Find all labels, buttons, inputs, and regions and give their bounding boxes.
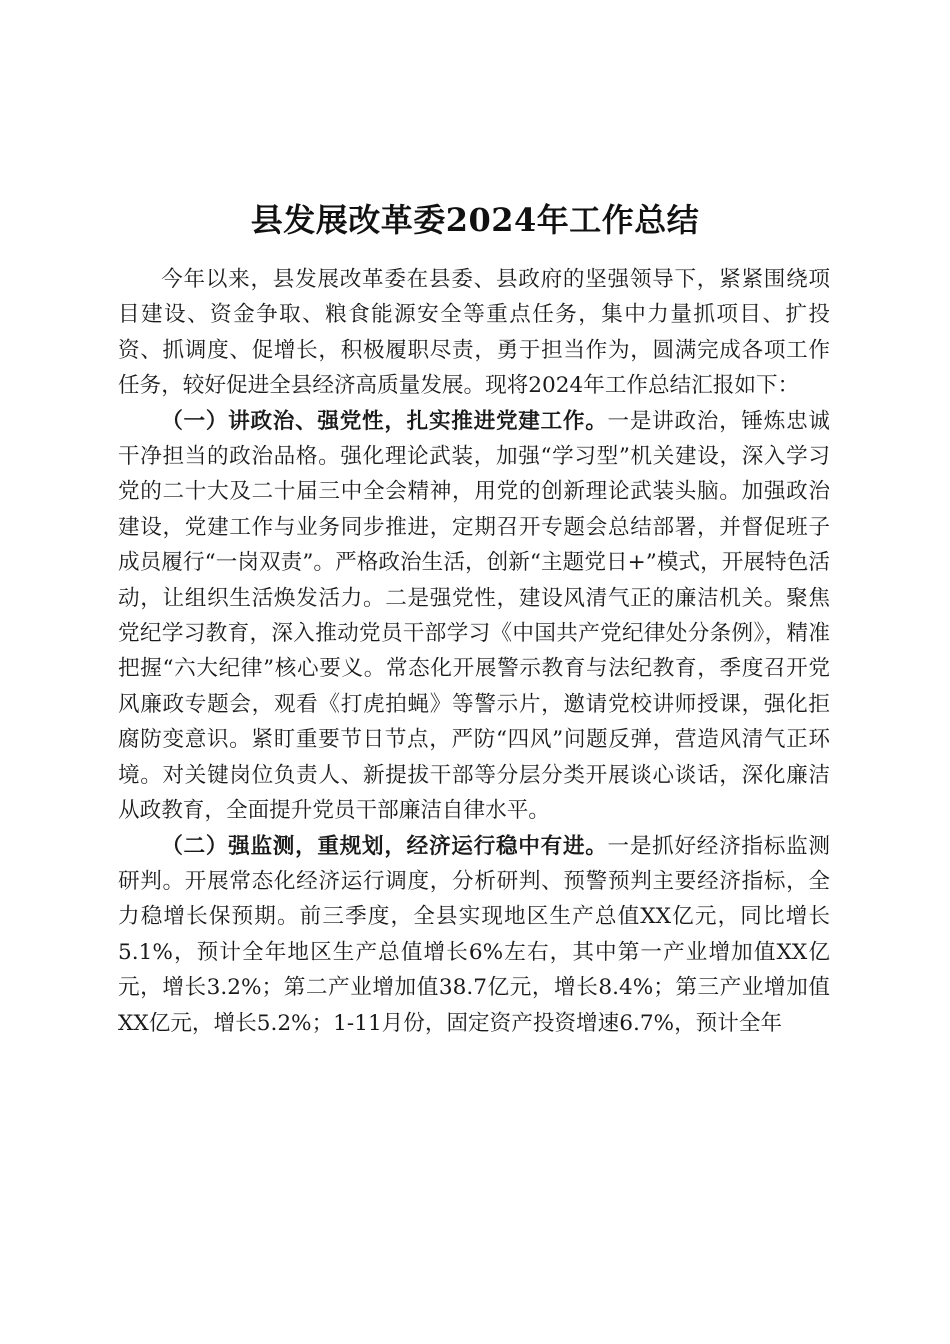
paragraph-intro-text: 今年以来，县发展改革委在县委、县政府的坚强领导下，紧紧围绕项目建设、资金争取、粮食能源安全等重点任务，集中力量抓项目、扩投资、抓调度、促增长，积极履职尽责，勇于担当作为，圆满完成各项工作任务，较好促进全县经济高质量发展。现将2024年工作总结汇报如下：: [118, 267, 830, 399]
paragraph-economic-monitoring: [118, 829, 830, 1041]
paragraph-economic-monitoring-text: 一是抓好经济指标监测研判。开展常态化经济运行调度，分析研判、预警预判主要经济指标，全力稳增长保预期。前三季度，全县实现地区生产总值XX亿元，同比增长5.1%，预计全年地区生产总值增长6%左右，其中第一产业增加值XX亿元，增长3.2%；第二产业增加值38.7亿元，增长8.4%；第三产业增加值XX亿元，增长5.2%；1-11月份，固定资产投资增速6.7%，预计全年: [118, 833, 830, 1036]
paragraph-party-building-text: 一是讲政治，锤炼忠诚干净担当的政治品格。强化理论武装，加强“学习型”机关建设，深入学习党的二十大及二十届三中全会精神，用党的创新理论武装头脑。加强政治建设，党建工作与业务同步推进，定期召开专题会总结部署，并督促班子成员履行“一岗双责”。严格政治生活，创新“主题党日+”模式，开展特色活动，让组织生活焕发活力。二是强党性，建设风清气正的廉洁机关。聚焦党纪学习教育，深入推动党员干部学习《中国共产党纪律处分条例》，精准把握“六大纪律”核心要义。常态化开展警示教育与法纪教育，季度召开党风廉政专题会，观看《打虎拍蝇》等警示片，邀请党校讲师授课，强化拒腐防变意识。紧盯重要节日节点，严防“四风”问题反弹，营造风清气正环境。对关键岗位负责人、新提拔干部等分层分类开展谈心谈话，深化廉洁从政教育，全面提升党员干部廉洁自律水平。: [118, 408, 830, 824]
document-body: [118, 262, 830, 1041]
paragraph-party-building: [118, 404, 830, 829]
paragraph-intro: [118, 262, 830, 404]
document-title: 县发展改革委2024年工作总结: [250, 201, 700, 239]
section-heading-1: （一）讲政治、强党性，扎实推进党建工作。: [161, 408, 608, 434]
section-heading-2: （二）强监测，重规划，经济运行稳中有进。: [161, 833, 608, 859]
